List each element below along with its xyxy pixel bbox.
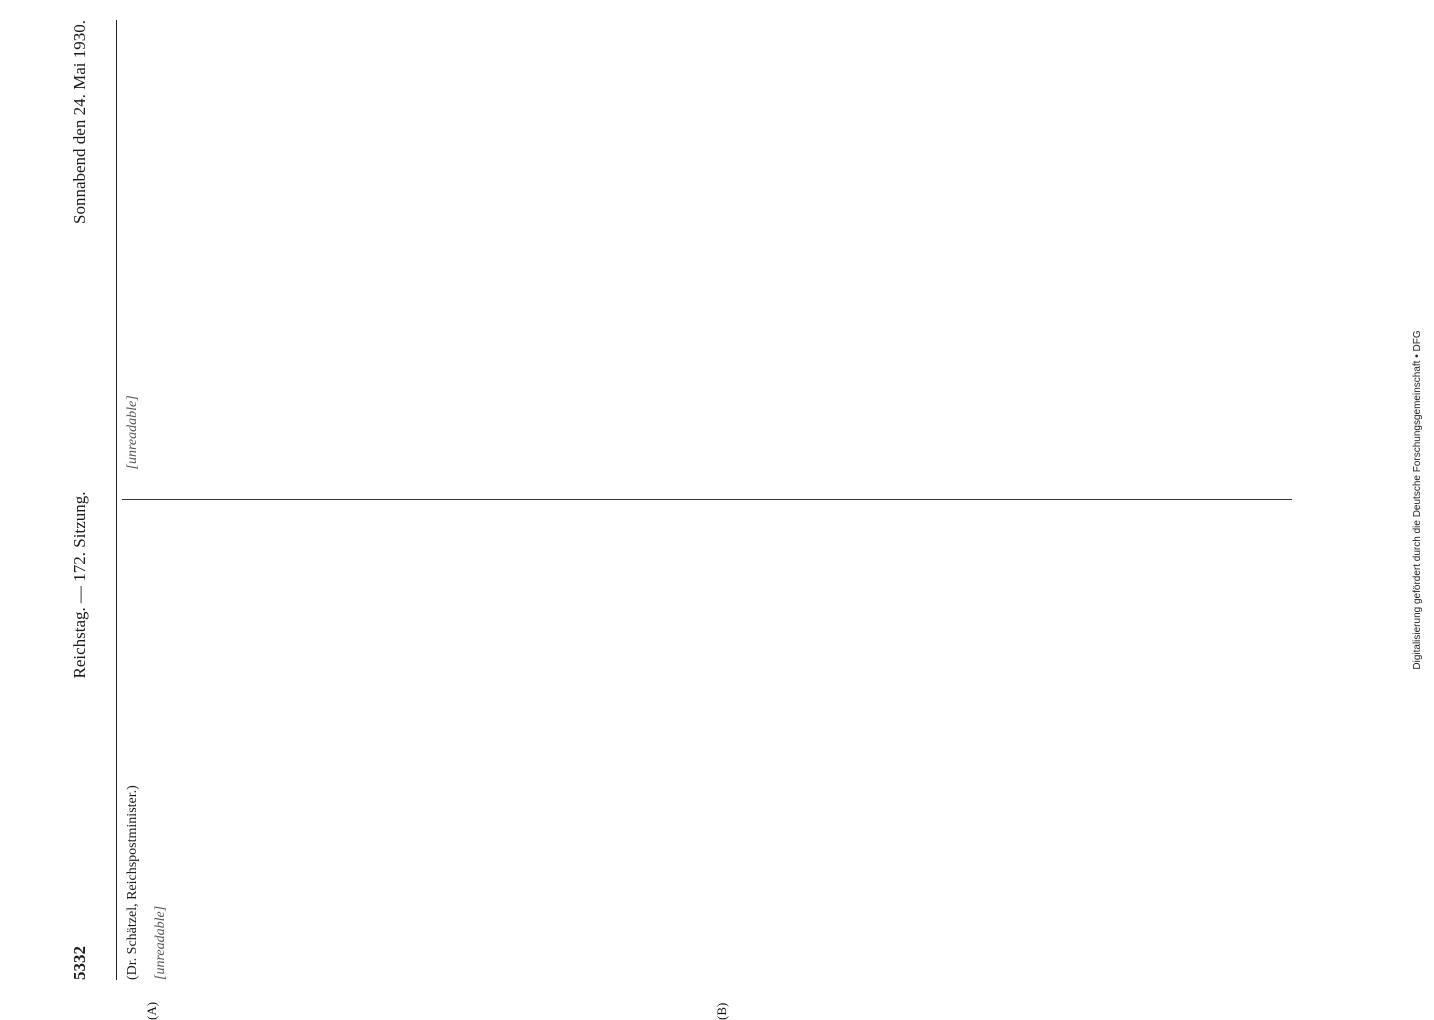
left-column bbox=[122, 531, 1292, 1020]
page-number: 5332 bbox=[70, 946, 89, 980]
page-header bbox=[70, 20, 117, 980]
margin-marker-b: (B) bbox=[714, 1002, 729, 1020]
session-title: Reichstag. — 172. Sitzung. bbox=[70, 491, 89, 679]
right-column-text: [unreadable] bbox=[125, 395, 140, 470]
scanned-page bbox=[60, 20, 1310, 1020]
text-columns bbox=[122, 20, 1292, 1020]
session-date: Sonnabend den 24. Mai 1930. bbox=[70, 20, 89, 224]
left-column-text: [unreadable] bbox=[152, 905, 168, 980]
speaker-line: (Dr. Schätzel, Reichspostminister.) bbox=[125, 785, 140, 980]
margin-marker-a: (A) bbox=[144, 1001, 159, 1020]
rotated-page-content bbox=[60, 20, 1310, 1020]
digitization-credit bbox=[1412, 20, 1428, 980]
right-column bbox=[122, 20, 1292, 470]
column-divider bbox=[122, 500, 1292, 501]
digitization-credit-text: Digitalisierung gefördert durch die Deutsche Forschungsgemeinschaft • DFG bbox=[1412, 330, 1423, 670]
